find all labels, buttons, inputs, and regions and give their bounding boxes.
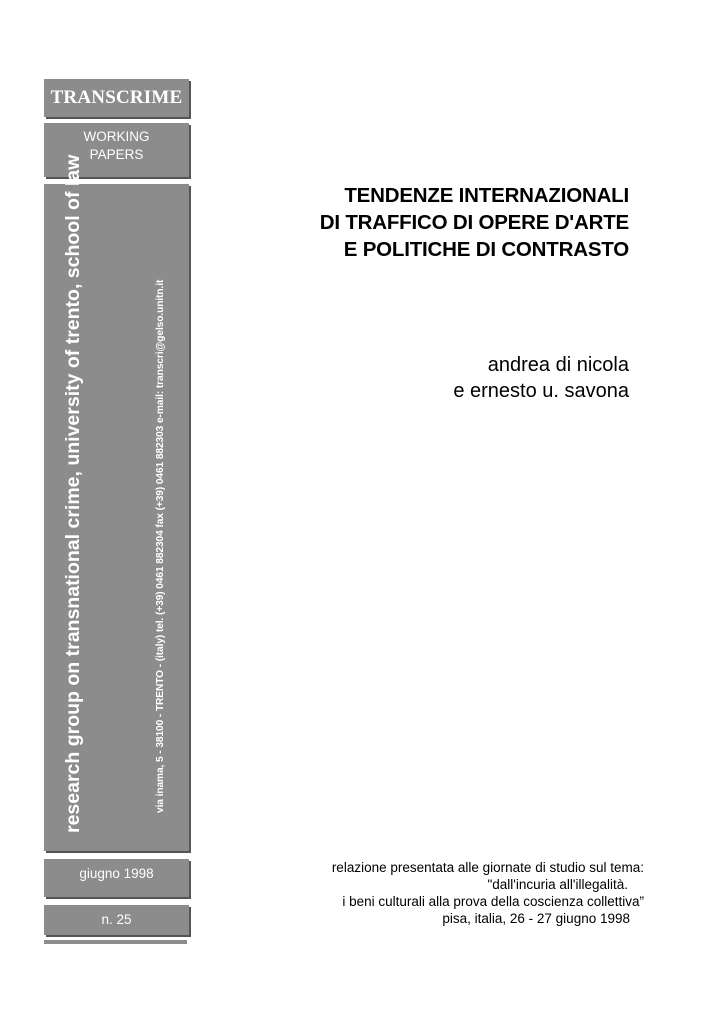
issue-number: n. 25 <box>44 905 189 935</box>
presentation-note <box>332 859 644 927</box>
date-label: giugno 1998 <box>44 859 189 897</box>
author-line-1: andrea di nicola <box>487 354 629 376</box>
author-line-2: e ernesto u. savona <box>453 380 629 402</box>
title-line-3: E POLITICHE DI CONTRASTO <box>343 238 629 261</box>
brand-label: TRANSCRIME <box>44 79 189 117</box>
note-line-1: relazione presentata alle giornate di studio sul tema: <box>331 860 644 875</box>
document-title <box>320 182 629 263</box>
note-line-2: "dall'incuria all'illegalità. <box>487 877 628 892</box>
title-line-2: DI TRAFFICO DI OPERE D'ARTE <box>319 211 629 234</box>
bottom-divider <box>44 940 187 944</box>
authors <box>453 352 629 404</box>
series-line-2: PAPERS <box>89 147 144 162</box>
note-line-4: pisa, italia, 26 - 27 giugno 1998 <box>442 911 630 926</box>
title-line-1: TENDENZE INTERNAZIONALI <box>344 184 629 207</box>
series-line-1: WORKING <box>83 129 150 144</box>
address-text: via inama, 5 - 38100 - TRENTO - (italy) tel. (+39) 0461 882304 fax (+39) 0461 882303 e-mail: transcri@gelso.unitn.it <box>155 279 166 813</box>
note-line-3: i beni culturali alla prova della coscienza collettiva” <box>342 894 644 909</box>
